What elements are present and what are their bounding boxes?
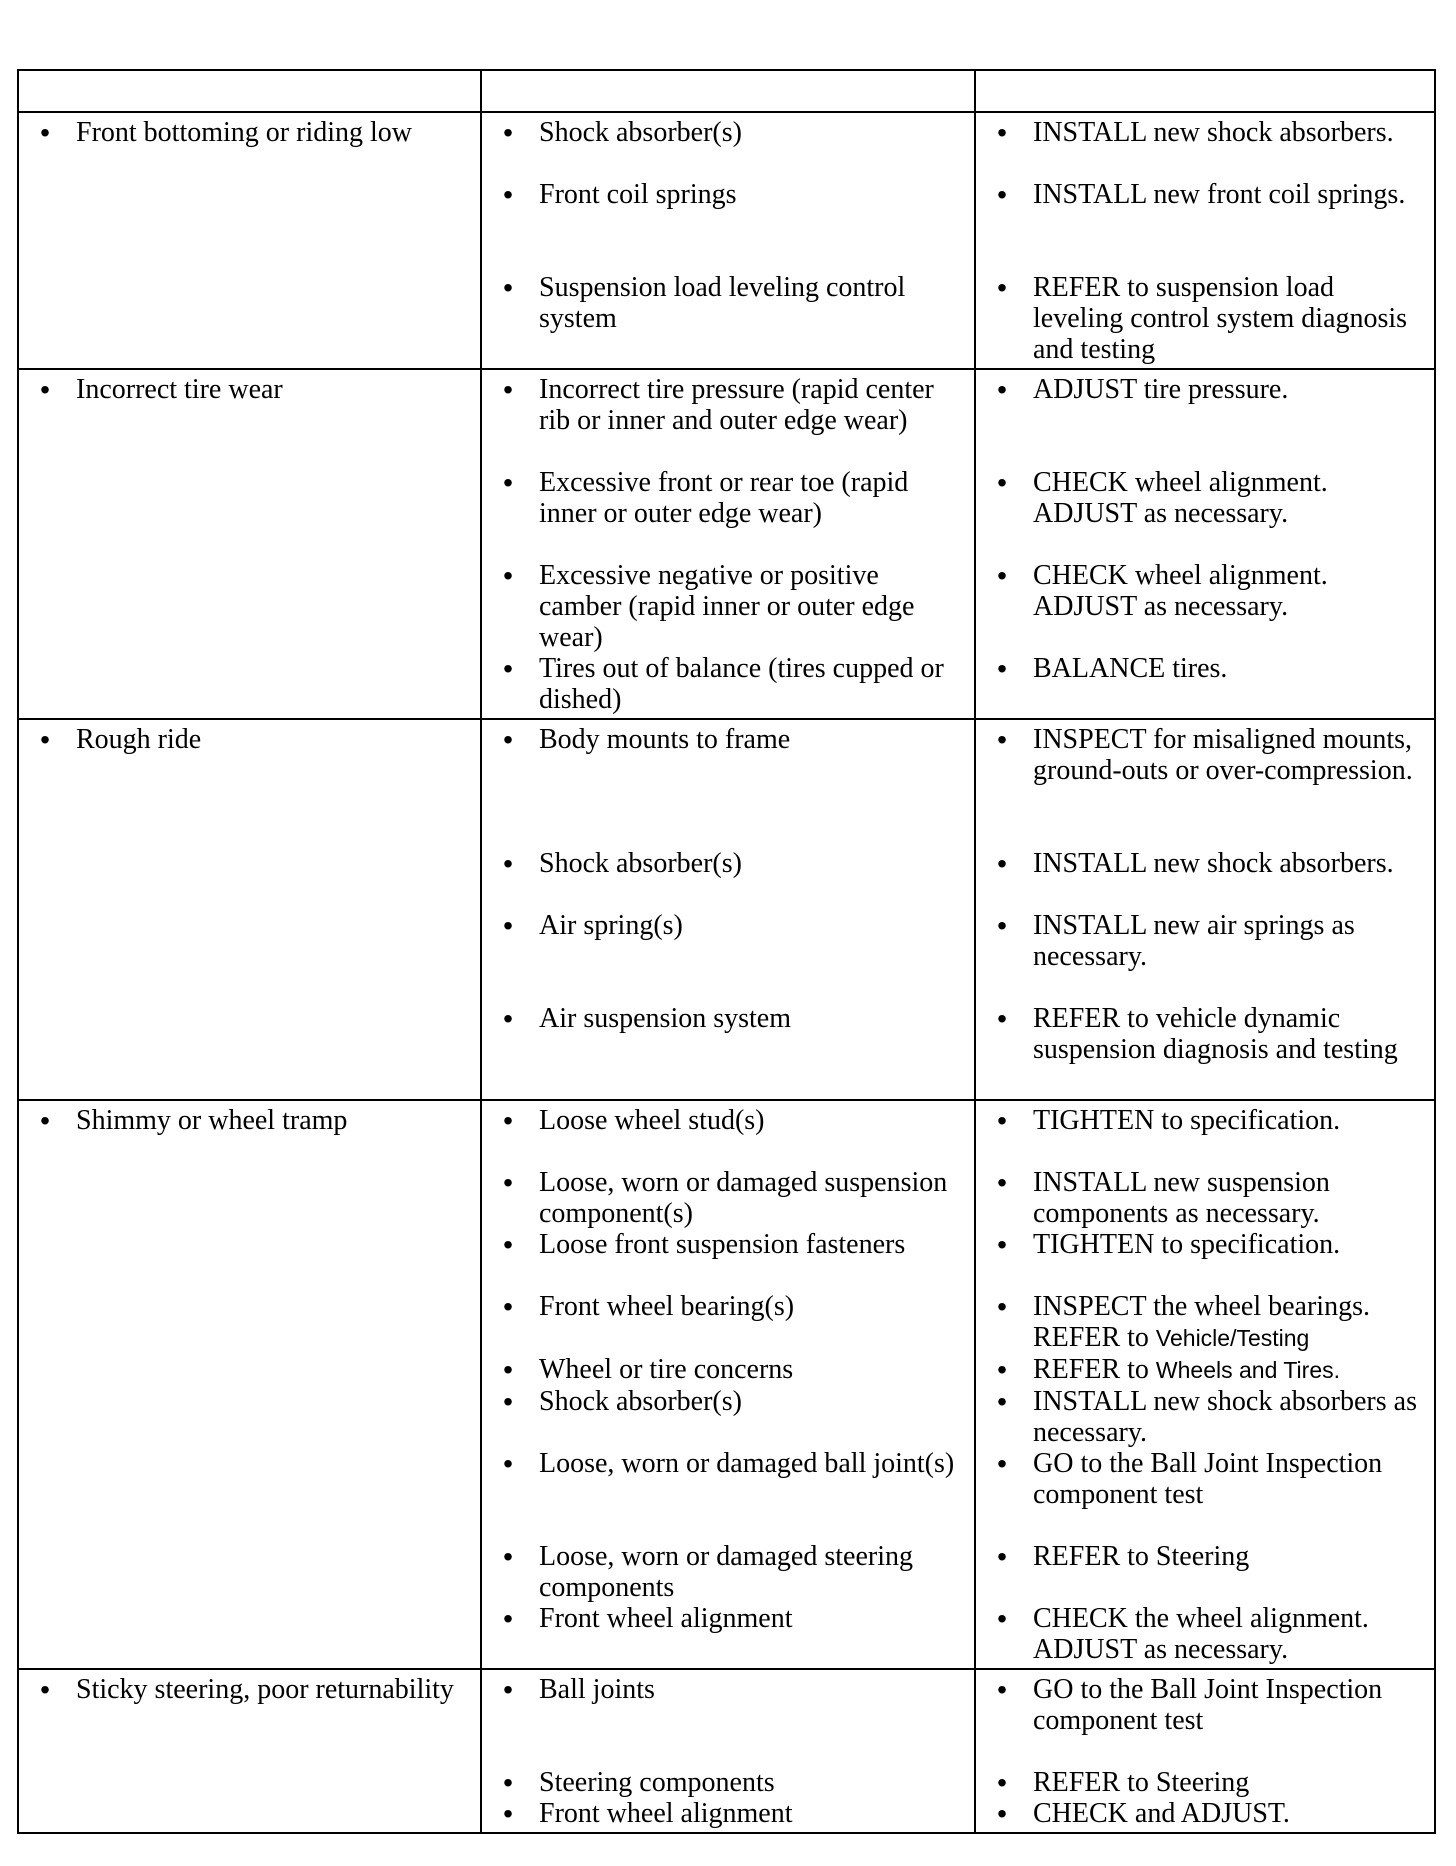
- source-item-text: Ball joints: [539, 1674, 655, 1705]
- column-header-possible-sources: [481, 70, 975, 112]
- column-header-condition: [18, 70, 481, 112]
- source-item-text: Shock absorber(s): [539, 848, 742, 879]
- bullet-icon: •: [503, 1229, 513, 1260]
- bullet-icon: •: [503, 179, 513, 210]
- source-item-text: Front wheel alignment: [539, 1603, 793, 1634]
- source-item: [496, 1603, 968, 1665]
- bullet-icon: •: [997, 272, 1007, 303]
- bullet-icon: •: [997, 560, 1007, 591]
- bullet-icon: •: [997, 1105, 1007, 1136]
- action-item-text: CHECK wheel alignment. ADJUST as necessary.: [1033, 467, 1328, 529]
- bullet-icon: •: [503, 1448, 513, 1479]
- bullet-icon: •: [997, 1541, 1007, 1572]
- bullet-icon: •: [997, 1448, 1007, 1479]
- bullet-icon: •: [503, 1798, 513, 1829]
- source-item-text: Loose wheel stud(s): [539, 1105, 765, 1136]
- source-item: [496, 1354, 968, 1386]
- source-item-text: Tires out of balance (tires cupped or dished): [539, 653, 944, 715]
- bullet-icon: •: [997, 1003, 1007, 1034]
- condition-item-text: Sticky steering, poor returnability: [76, 1674, 454, 1705]
- action-item: [990, 1167, 1428, 1229]
- source-item: [496, 1105, 968, 1167]
- bullet-icon: •: [997, 1767, 1007, 1798]
- condition-cell: [18, 1669, 481, 1833]
- bullet-icon: •: [40, 117, 50, 148]
- source-item-text: Air suspension system: [539, 1003, 791, 1034]
- action-item-text: CHECK and ADJUST.: [1033, 1798, 1290, 1829]
- bullet-icon: •: [503, 374, 513, 405]
- action-item-text: INSTALL new air springs as necessary.: [1033, 910, 1355, 972]
- action-reference-text: Vehicle/Testing: [1155, 1325, 1310, 1351]
- action-item: [990, 1386, 1428, 1448]
- bullet-icon: •: [503, 848, 513, 879]
- source-item: [496, 848, 968, 910]
- bullet-icon: •: [503, 1674, 513, 1705]
- bullet-icon: •: [503, 653, 513, 684]
- condition-item: [33, 117, 474, 148]
- action-item: [990, 848, 1428, 910]
- bullet-icon: •: [997, 1603, 1007, 1634]
- bullet-icon: •: [997, 374, 1007, 405]
- bullet-icon: •: [40, 374, 50, 405]
- action-item: [990, 272, 1428, 365]
- source-item-text: Loose, worn or damaged suspension component(s): [539, 1167, 948, 1229]
- bullet-icon: •: [503, 1354, 513, 1385]
- table-row: [18, 719, 1435, 1100]
- actions-cell: [975, 1669, 1435, 1833]
- action-item: [990, 1798, 1428, 1829]
- action-item-text: TIGHTEN to specification.: [1033, 1229, 1341, 1260]
- action-item: [990, 1603, 1428, 1665]
- action-item: [990, 910, 1428, 1003]
- bullet-icon: •: [503, 1003, 513, 1034]
- source-item-text: Shock absorber(s): [539, 117, 742, 148]
- action-item: [990, 1003, 1428, 1096]
- source-item-text: Loose, worn or damaged steering components: [539, 1541, 913, 1603]
- source-item-text: Air spring(s): [539, 910, 683, 941]
- condition-item: [33, 724, 474, 755]
- action-item: [990, 374, 1428, 467]
- condition-cell: [18, 112, 481, 369]
- action-item: [990, 1105, 1428, 1167]
- bullet-icon: •: [503, 467, 513, 498]
- action-item-text: GO to the Ball Joint Inspection component test: [1033, 1448, 1383, 1510]
- bullet-icon: •: [997, 1386, 1007, 1417]
- sources-cell: [481, 1669, 975, 1833]
- source-item: [496, 1448, 968, 1541]
- bullet-icon: •: [503, 724, 513, 755]
- source-item: [496, 1798, 968, 1829]
- source-item: [496, 724, 968, 848]
- table-row: [18, 112, 1435, 369]
- action-item: [990, 1448, 1428, 1541]
- bullet-icon: •: [503, 910, 513, 941]
- action-item: [990, 724, 1428, 848]
- table-row: [18, 369, 1435, 719]
- condition-item-text: Front bottoming or riding low: [76, 117, 412, 148]
- bullet-icon: •: [997, 179, 1007, 210]
- table-body: [18, 112, 1435, 1833]
- action-item-text: INSTALL new shock absorbers.: [1033, 848, 1394, 879]
- source-item-text: Loose front suspension fasteners: [539, 1229, 906, 1260]
- action-item-text: REFER to Wheels and Tires.: [1033, 1354, 1341, 1385]
- source-item: [496, 1674, 968, 1767]
- action-item-text: GO to the Ball Joint Inspection component test: [1033, 1674, 1383, 1736]
- source-item-text: Loose, worn or damaged ball joint(s): [539, 1448, 955, 1479]
- source-item: [496, 1541, 968, 1603]
- action-item: [990, 1229, 1428, 1291]
- bullet-icon: •: [997, 117, 1007, 148]
- bullet-icon: •: [503, 1767, 513, 1798]
- bullet-icon: •: [997, 1229, 1007, 1260]
- action-item: [990, 467, 1428, 560]
- bullet-icon: •: [997, 653, 1007, 684]
- bullet-icon: •: [997, 910, 1007, 941]
- bullet-icon: •: [503, 1291, 513, 1322]
- condition-item: [33, 1105, 474, 1136]
- condition-item-text: Rough ride: [76, 724, 202, 755]
- bullet-icon: •: [40, 1674, 50, 1705]
- actions-cell: [975, 112, 1435, 369]
- column-header-action: [975, 70, 1435, 112]
- source-item-text: Front coil springs: [539, 179, 737, 210]
- action-tail-prefix: REFER to: [1033, 1322, 1156, 1353]
- bullet-icon: •: [503, 272, 513, 303]
- action-item: [990, 653, 1428, 715]
- condition-item: [33, 1674, 474, 1705]
- condition-cell: [18, 719, 481, 1100]
- bullet-icon: •: [40, 724, 50, 755]
- action-item-text: INSPECT the wheel bearings. REFER to Vehicle/Testing: [1033, 1291, 1370, 1353]
- sources-cell: [481, 719, 975, 1100]
- source-item: [496, 179, 968, 272]
- bullet-icon: •: [997, 1291, 1007, 1322]
- source-item-text: Excessive front or rear toe (rapid inner or outer edge wear): [539, 467, 909, 529]
- bullet-icon: •: [997, 1167, 1007, 1198]
- action-item-text: INSTALL new shock absorbers.: [1033, 117, 1394, 148]
- action-item: [990, 1674, 1428, 1767]
- action-item-text: INSTALL new suspension components as necessary.: [1033, 1167, 1330, 1229]
- action-item: [990, 117, 1428, 179]
- bullet-icon: •: [997, 1354, 1007, 1385]
- condition-item: [33, 374, 474, 405]
- bullet-icon: •: [503, 1105, 513, 1136]
- sources-cell: [481, 1100, 975, 1669]
- action-item-text: ADJUST tire pressure.: [1033, 374, 1289, 405]
- source-item: [496, 272, 968, 365]
- source-item: [496, 374, 968, 467]
- action-item-text: REFER to suspension load leveling control system diagnosis and testing: [1033, 272, 1408, 365]
- action-item: [990, 1767, 1428, 1798]
- sources-cell: [481, 112, 975, 369]
- source-item: [496, 653, 968, 715]
- action-item-text: BALANCE tires.: [1033, 653, 1228, 684]
- action-item-text: REFER to Steering: [1033, 1767, 1250, 1798]
- source-item-text: Wheel or tire concerns: [539, 1354, 794, 1385]
- bullet-icon: •: [997, 467, 1007, 498]
- bullet-icon: •: [503, 560, 513, 591]
- source-item-text: Shock absorber(s): [539, 1386, 742, 1417]
- action-item-text: INSPECT for misaligned mounts, ground-outs or over-compression.: [1033, 724, 1413, 786]
- action-item-text: INSTALL new shock absorbers as necessary.: [1033, 1386, 1417, 1448]
- actions-cell: [975, 719, 1435, 1100]
- source-item: [496, 1291, 968, 1354]
- header-row: [18, 70, 1435, 112]
- action-item: [990, 1291, 1428, 1354]
- condition-cell: [18, 369, 481, 719]
- symptom-chart-table: [17, 69, 1436, 1834]
- action-item: [990, 560, 1428, 653]
- bullet-icon: •: [503, 1541, 513, 1572]
- source-item-text: Excessive negative or positive camber (rapid inner or outer edge wear): [539, 560, 915, 653]
- source-item: [496, 1229, 968, 1291]
- source-item: [496, 910, 968, 1003]
- source-item-text: Front wheel bearing(s): [539, 1291, 795, 1322]
- bullet-icon: •: [997, 1674, 1007, 1705]
- source-item: [496, 1003, 968, 1096]
- condition-cell: [18, 1100, 481, 1669]
- source-item: [496, 560, 968, 653]
- action-reference-text: Wheels and Tires.: [1155, 1357, 1341, 1383]
- action-item-text: CHECK the wheel alignment. ADJUST as necessary.: [1033, 1603, 1369, 1665]
- source-item-text: Steering components: [539, 1767, 775, 1798]
- source-item: [496, 1167, 968, 1229]
- source-item: [496, 1767, 968, 1798]
- bullet-icon: •: [503, 1603, 513, 1634]
- source-item: [496, 467, 968, 560]
- bullet-icon: •: [997, 1798, 1007, 1829]
- source-item-text: Incorrect tire pressure (rapid center rib or inner and outer edge wear): [539, 374, 934, 436]
- table-row: [18, 1100, 1435, 1669]
- actions-cell: [975, 1100, 1435, 1669]
- condition-item-text: Incorrect tire wear: [76, 374, 283, 405]
- bullet-icon: •: [503, 1386, 513, 1417]
- action-item: [990, 179, 1428, 272]
- action-item-text: TIGHTEN to specification.: [1033, 1105, 1341, 1136]
- source-item: [496, 117, 968, 179]
- source-item: [496, 1386, 968, 1448]
- bullet-icon: •: [997, 724, 1007, 755]
- bullet-icon: •: [503, 1167, 513, 1198]
- source-item-text: Body mounts to frame: [539, 724, 791, 755]
- action-item-text: REFER to Steering: [1033, 1541, 1250, 1572]
- action-item-text: CHECK wheel alignment. ADJUST as necessary.: [1033, 560, 1328, 622]
- source-item-text: Front wheel alignment: [539, 1798, 793, 1829]
- bullet-icon: •: [997, 848, 1007, 879]
- bullet-icon: •: [503, 117, 513, 148]
- sources-cell: [481, 369, 975, 719]
- bullet-icon: •: [40, 1105, 50, 1136]
- action-item-text: INSTALL new front coil springs.: [1033, 179, 1406, 210]
- table-row: [18, 1669, 1435, 1833]
- action-item: [990, 1354, 1428, 1386]
- source-item-text: Suspension load leveling control system: [539, 272, 906, 334]
- condition-item-text: Shimmy or wheel tramp: [76, 1105, 348, 1136]
- action-item-text: REFER to vehicle dynamic suspension diagnosis and testing: [1033, 1003, 1398, 1065]
- action-item: [990, 1541, 1428, 1603]
- actions-cell: [975, 369, 1435, 719]
